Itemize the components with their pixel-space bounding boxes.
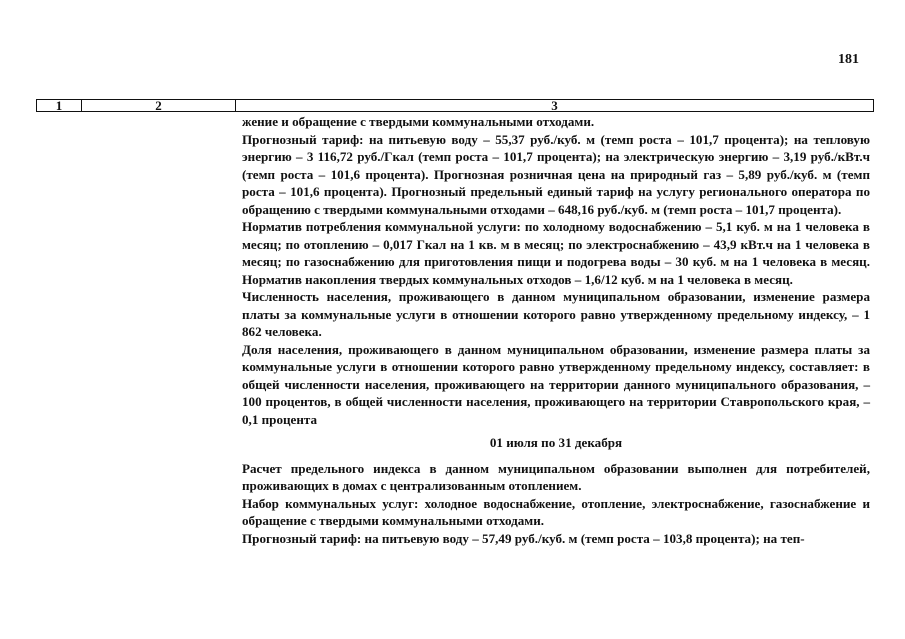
paragraph-forecast-tariff-2: Прогнозный тариф: на питьевую воду – 57,49 руб./куб. м (темп роста – 103,8 процента); на теп-	[242, 530, 805, 546]
column-1-header: 1	[37, 100, 82, 111]
column-2-header: 2	[82, 100, 236, 111]
paragraph-population-count: Численность населения, проживающего в данном муниципальном образовании, изменение размера платы за коммунальные услуги в отношении которого равно утвержденному предельному индексу, – 1 862 человека.	[242, 289, 870, 339]
paragraph-forecast-tariff: Прогнозный тариф: на питьевую воду – 55,37 руб./куб. м (темп роста – 101,7 процента); на тепловую энергию – 3 116,72 руб./Гкал (темп роста – 101,7 процента); на электрическую энергию – 3,19 руб./кВт.ч (темп роста – 101,6 процента). Прогнозная розничная цена на природный газ – 5,89 руб./куб. м (темп роста – 101,6 процента). Прогнозный предельный единый тариф на услугу регионального оператора по обращению с твердыми коммунальными отходами – 648,16 руб./куб. м (темп роста – 101,7 процента).	[242, 131, 870, 217]
paragraph-index-calculation: Расчет предельного индекса в данном муниципальном образовании выполнен для потребителей, проживающих в домах с централизованным отоплением.	[242, 460, 870, 493]
paragraph-population-share: Доля населения, проживающего в данном муниципальном образовании, изменение размера платы за коммунальные услуги в отношении которого равно утвержденному предельному индексу, составляет: в общей численности населения, проживающего на территории данного муниципального образования, – 100 процентов, в общей численности населения, проживающего на территории Ставропольского края, – 0,1 процента	[242, 341, 870, 427]
page-number: 181	[838, 52, 859, 67]
paragraph-consumption-norms: Норматив потребления коммунальной услуги: по холодному водоснабжению – 5,1 куб. м на 1 человека в месяц; по отоплению – 0,017 Гкал на 1 кв. м в месяц; по электроснабжению – 43,9 кВт.ч на 1 человека в месяц; по газоснабжению для приготовления пищи и подогрева воды – 30 куб. м на 1 человека в месяц. Норматив накопления твердых коммунальных отходов – 1,6/12 куб. м на 1 человека в месяц.	[242, 219, 870, 287]
paragraph-service-set: Набор коммунальных услуг: холодное водоснабжение, отопление, электроснабжение, газоснабжение и обращение с твердыми коммунальными отходами.	[242, 495, 870, 528]
table-header-row	[36, 99, 874, 112]
column-3-header: 3	[551, 98, 558, 113]
document-body	[242, 113, 870, 547]
paragraph-continuation: жение и обращение с твердыми коммунальными отходами.	[242, 114, 595, 129]
period-heading: 01 июля по 31 декабря	[489, 435, 623, 450]
